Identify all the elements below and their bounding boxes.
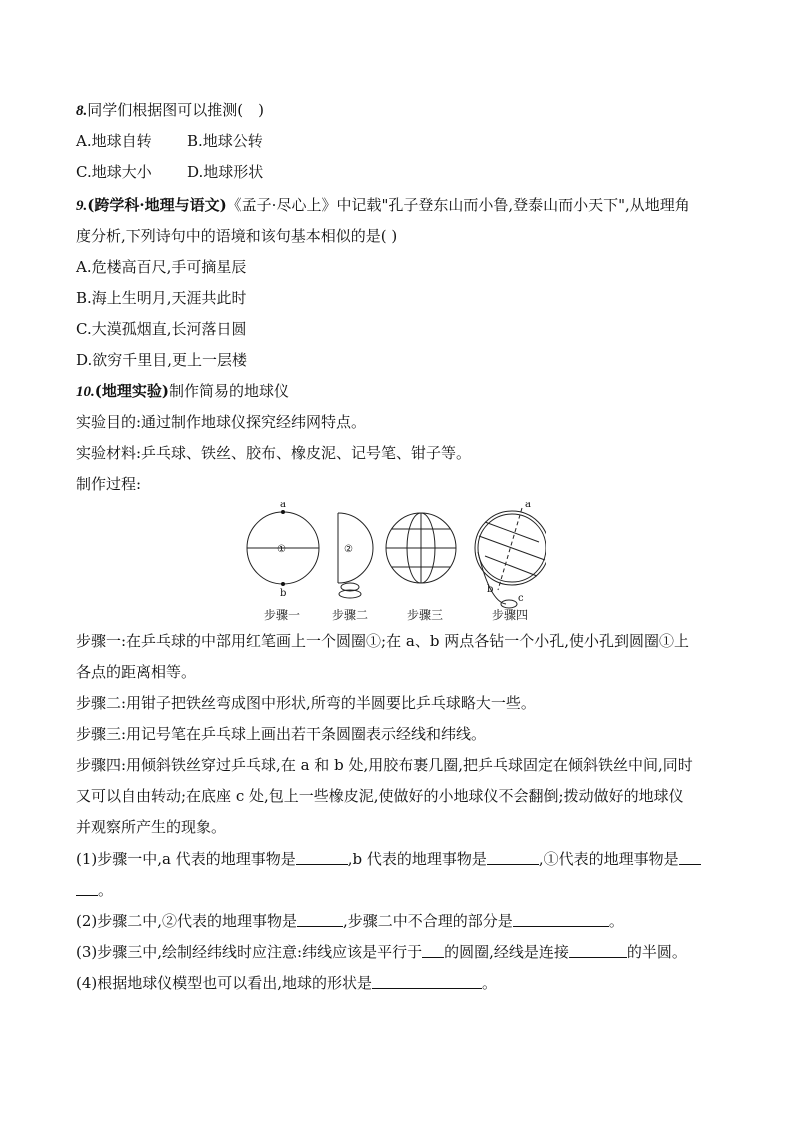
q9-stem-text1: 《孟子·尽心上》中记载"孔子登东山而小鲁,登泰山而小天下",从地理角 bbox=[226, 196, 690, 214]
step4-label-a: a bbox=[525, 502, 531, 510]
answer-blank-3b[interactable] bbox=[569, 941, 627, 958]
q10-purpose: 实验目的:通过制作地球仪探究经纬网特点。 bbox=[76, 413, 367, 431]
step4-text-line3: 并观察所产生的现象。 bbox=[76, 818, 227, 836]
subq1-line2 bbox=[76, 879, 113, 901]
subq1-part-c: ,①代表的地理事物是 bbox=[538, 850, 679, 868]
q9-option-a[interactable]: A.危楼高百尺,手可摘星辰 bbox=[76, 258, 247, 276]
step4-label-b: b bbox=[487, 584, 494, 595]
step4-equator bbox=[479, 536, 545, 560]
answer-blank-4[interactable] bbox=[372, 972, 482, 989]
subq3-part-a: (3)步骤三中,绘制经纬线时应注意:纬线应该是平行于 bbox=[76, 943, 423, 961]
step1-text-line1: 步骤一:在乒乓球的中部用红笔画上一个圆圈①;在 a、b 两点各钻一个小孔,使小孔到圆圈①上 bbox=[76, 632, 689, 650]
q8-option-b[interactable]: B.地球公转 bbox=[187, 132, 263, 150]
step4-parallel-n bbox=[485, 522, 539, 542]
answer-blank-3a[interactable] bbox=[422, 941, 444, 958]
step2-label-circle2: ② bbox=[344, 544, 353, 555]
step4-label-c: c bbox=[518, 593, 524, 604]
subq2-part-b: ,步骤二中不合理的部分是 bbox=[343, 912, 513, 930]
caption-step1: 步骤一 bbox=[264, 608, 301, 622]
subq4-end: 。 bbox=[482, 974, 498, 992]
subq4-part-a: (4)根据地球仪模型也可以看出,地球的形状是 bbox=[76, 974, 373, 992]
step1-point-a bbox=[281, 510, 285, 514]
answer-blank-1b[interactable] bbox=[487, 848, 539, 865]
q9-stem-line1 bbox=[76, 194, 690, 217]
subq3-end: 的半圆。 bbox=[626, 943, 687, 961]
subq3-part-b: 的圆圈,经线是连接 bbox=[444, 943, 569, 961]
q10-title-line bbox=[76, 380, 289, 403]
globe-steps-figure bbox=[246, 502, 546, 622]
q10-title: 制作简易的地球仪 bbox=[168, 382, 289, 400]
q10-tag: (地理实验) bbox=[94, 382, 169, 400]
subq1-part-a: (1)步骤一中,a 代表的地理事物是 bbox=[76, 850, 296, 868]
subq2-part-a: (2)步骤二中,②代表的地理事物是 bbox=[76, 912, 298, 930]
subq2-end: 。 bbox=[608, 912, 624, 930]
q9-stem-line2: 度分析,下列诗句中的语境和该句基本相似的是( ) bbox=[76, 227, 398, 245]
globe-steps-diagram bbox=[246, 502, 546, 622]
q10-number: 10. bbox=[76, 384, 95, 400]
subq3 bbox=[76, 941, 687, 963]
answer-blank-2b[interactable] bbox=[513, 910, 609, 927]
q8-option-d[interactable]: D.地球形状 bbox=[187, 163, 264, 181]
step1-label-b: b bbox=[280, 588, 287, 599]
caption-step4: 步骤四 bbox=[492, 608, 529, 622]
q10-materials: 实验材料:乒乓球、铁丝、胶布、橡皮泥、记号笔、钳子等。 bbox=[76, 444, 472, 462]
step1-text-line2: 各点的距离相等。 bbox=[76, 663, 197, 681]
step4-parallel-s bbox=[485, 556, 537, 576]
step4-text-line2: 又可以自由转动;在底座 c 处,包上一些橡皮泥,使做好的小地球仪不会翻倒;拨动做好的地球仪 bbox=[76, 787, 684, 805]
step3-text: 步骤三:用记号笔在乒乓球上画出若干条圆圈表示经线和纬线。 bbox=[76, 725, 487, 743]
step4-axis bbox=[498, 508, 522, 590]
q8-number: 8. bbox=[76, 103, 88, 119]
step1-point-b bbox=[281, 582, 285, 586]
q8-options-row1 bbox=[76, 130, 376, 152]
q8-option-c[interactable]: C.地球大小 bbox=[76, 163, 152, 181]
q9-option-c[interactable]: C.大漠孤烟直,长河落日圆 bbox=[76, 320, 247, 338]
answer-blank-2a[interactable] bbox=[297, 910, 343, 927]
step1-label-circle1: ① bbox=[277, 544, 286, 555]
step4-text-line1: 步骤四:用倾斜铁丝穿过乒乓球,在 a 和 b 处,用胶布裹几圈,把乒乓球固定在倾斜铁丝中间,同时 bbox=[76, 756, 693, 774]
q8-stem-text: 同学们根据图可以推测( ) bbox=[87, 101, 264, 119]
subq1-part-b: ,b 代表的地理事物是 bbox=[347, 850, 487, 868]
caption-step3: 步骤三 bbox=[407, 608, 444, 622]
step2-text: 步骤二:用钳子把铁丝弯成图中形状,所弯的半圆要比乒乓球略大一些。 bbox=[76, 694, 536, 712]
q8-option-a[interactable]: A.地球自转 bbox=[76, 132, 152, 150]
q9-option-d[interactable]: D.欲穷千里目,更上一层楼 bbox=[76, 351, 248, 369]
answer-blank-1c[interactable] bbox=[679, 848, 701, 865]
subq1-end: 。 bbox=[98, 881, 114, 899]
answer-blank-1a[interactable] bbox=[296, 848, 348, 865]
answer-blank-1c-cont[interactable] bbox=[76, 879, 98, 896]
q8-stem bbox=[76, 99, 264, 122]
subq4 bbox=[76, 972, 497, 994]
q8-options-row2 bbox=[76, 161, 376, 183]
subq2 bbox=[76, 910, 624, 932]
q9-option-b[interactable]: B.海上生明月,天涯共此时 bbox=[76, 289, 247, 307]
q9-number: 9. bbox=[76, 198, 88, 214]
subq1-line1 bbox=[76, 848, 701, 870]
q10-process: 制作过程: bbox=[76, 475, 142, 493]
step1-label-a: a bbox=[280, 502, 286, 510]
caption-step2: 步骤二 bbox=[332, 608, 369, 622]
q9-tag: (跨学科·地理与语文) bbox=[87, 196, 227, 214]
